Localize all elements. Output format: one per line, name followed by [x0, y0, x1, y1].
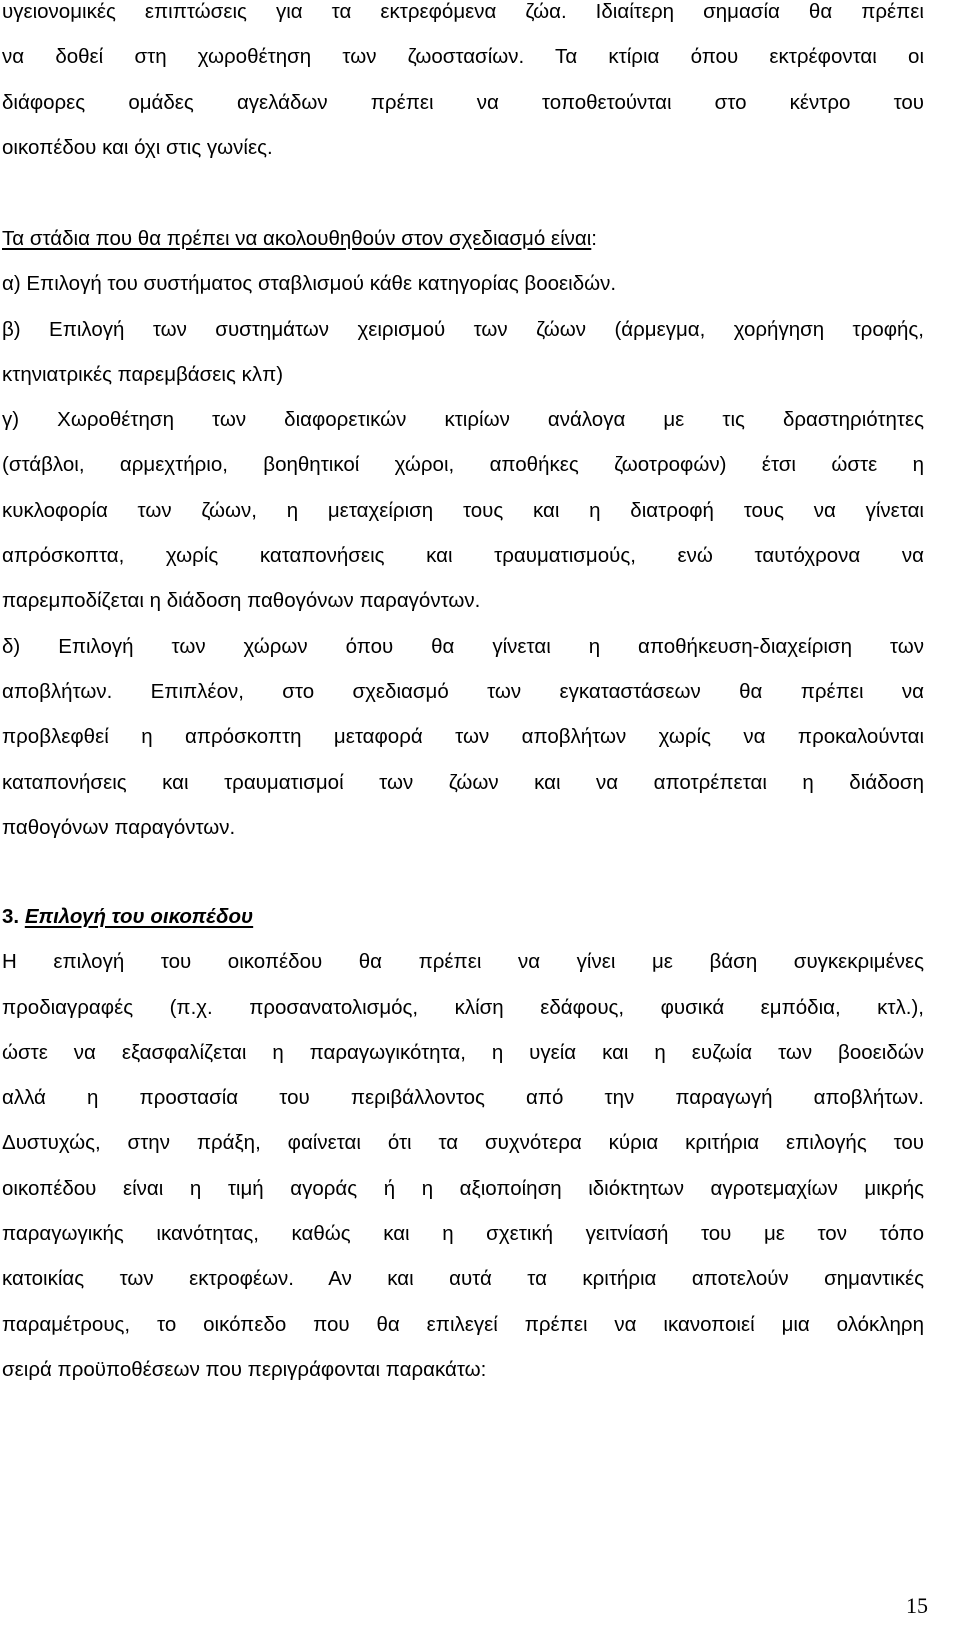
section-number: 3. — [2, 905, 20, 928]
text-line: παραμέτρους, το οικόπεδο που θα επιλεγεί πρέπει να ικανοποιεί μια ολόκληρη — [2, 1312, 924, 1336]
section-title: Επιλογή του οικοπέδου — [24, 905, 254, 928]
text-line: υγειονομικές επιπτώσεις για τα εκτρεφόμενα ζώα. Ιδιαίτερη σημασία θα πρέπει — [2, 0, 924, 23]
text-line: παρεμποδίζεται η διάδοση παθογόνων παραγόντων. — [2, 589, 481, 613]
stages-heading-colon: : — [591, 227, 597, 250]
text-line: παθογόνων παραγόντων. — [2, 815, 236, 839]
intro-paragraph — [2, 0, 924, 170]
stage-item-b: β) Επιλογή των συστημάτων χειρισμού των ζώων (άρμεγμα, χορήγηση τροφής, — [2, 317, 924, 341]
design-stages — [2, 216, 924, 850]
text-line: προδιαγραφές (π.χ. προσανατολισμός, κλίση εδάφους, φυσικά εμπόδια, κτλ.), — [2, 995, 924, 1019]
text-line: κυκλοφορία των ζώων, η μεταχείριση τους και η διατροφή τους να γίνεται — [2, 498, 924, 522]
text-line: κατοικίας των εκτροφέων. Αν και αυτά τα κριτήρια αποτελούν σημαντικές — [2, 1267, 924, 1291]
text-line: σειρά προϋποθέσεων που περιγράφονται παρακάτω: — [2, 1357, 487, 1381]
stage-item-c: γ) Χωροθέτηση των διαφορετικών κτιρίων ανάλογα με τις δραστηριότητες — [2, 408, 924, 432]
text-line: (στάβλοι, αρμεχτήριο, βοηθητικοί χώροι, αποθήκες ζωοτροφών) έτσι ώστε η — [2, 453, 924, 477]
text-line: απρόσκοπτα, χωρίς καταπονήσεις και τραυματισμούς, ενώ ταυτόχρονα να — [2, 544, 924, 568]
section-3 — [2, 894, 924, 1392]
stage-item-a: α) Επιλογή του συστήματος σταβλισμού κάθε κατηγορίας βοοειδών. — [2, 272, 617, 296]
text-line: καταπονήσεις και τραυματισμοί των ζώων και να αποτρέπεται η διάδοση — [2, 770, 924, 794]
stages-heading: Τα στάδια που θα πρέπει να ακολουθηθούν στον σχεδιασμό είναι — [2, 227, 592, 250]
text-line: οικοπέδου είναι η τιμή αγοράς ή η αξιοποίηση ιδιόκτητων αγροτεμαχίων μικρής — [2, 1176, 924, 1200]
text-line: κτηνιατρικές παρεμβάσεις κλπ) — [2, 362, 284, 386]
text-line: αποβλήτων. Επιπλέον, στο σχεδιασμό των εγκαταστάσεων θα πρέπει να — [2, 679, 924, 703]
text-line: παραγωγικής ικανότητας, καθώς και η σχετική γειτνίασή του με τον τόπο — [2, 1222, 924, 1246]
text-line: Δυστυχώς, στην πράξη, φαίνεται ότι τα συχνότερα κύρια κριτήρια επιλογής του — [2, 1131, 924, 1155]
stage-item-d: δ) Επιλογή των χώρων όπου θα γίνεται η αποθήκευση-διαχείριση των — [2, 634, 924, 658]
section-heading — [2, 894, 924, 939]
text-line: αλλά η προστασία του περιβάλλοντος από την παραγωγή αποβλήτων. — [2, 1086, 924, 1110]
text-line: Η επιλογή του οικοπέδου θα πρέπει να γίνει με βάση συγκεκριμένες — [2, 950, 924, 974]
text-line: διάφορες ομάδες αγελάδων πρέπει να τοποθετούνται στο κέντρο του — [2, 90, 924, 114]
text-line: ώστε να εξασφαλίζεται η παραγωγικότητα, η υγεία και η ευζωία των βοοειδών — [2, 1040, 924, 1064]
text-line: προβλεφθεί η απρόσκοπτη μεταφορά των αποβλήτων χωρίς να προκαλούνται — [2, 725, 924, 749]
page-number: 15 — [906, 1593, 928, 1618]
text-line: να δοθεί στη χωροθέτηση των ζωοστασίων. Τα κτίρια όπου εκτρέφονται οι — [2, 45, 924, 69]
text-line: οικοπέδου και όχι στις γωνίες. — [2, 135, 273, 159]
stages-heading-line — [2, 216, 924, 261]
